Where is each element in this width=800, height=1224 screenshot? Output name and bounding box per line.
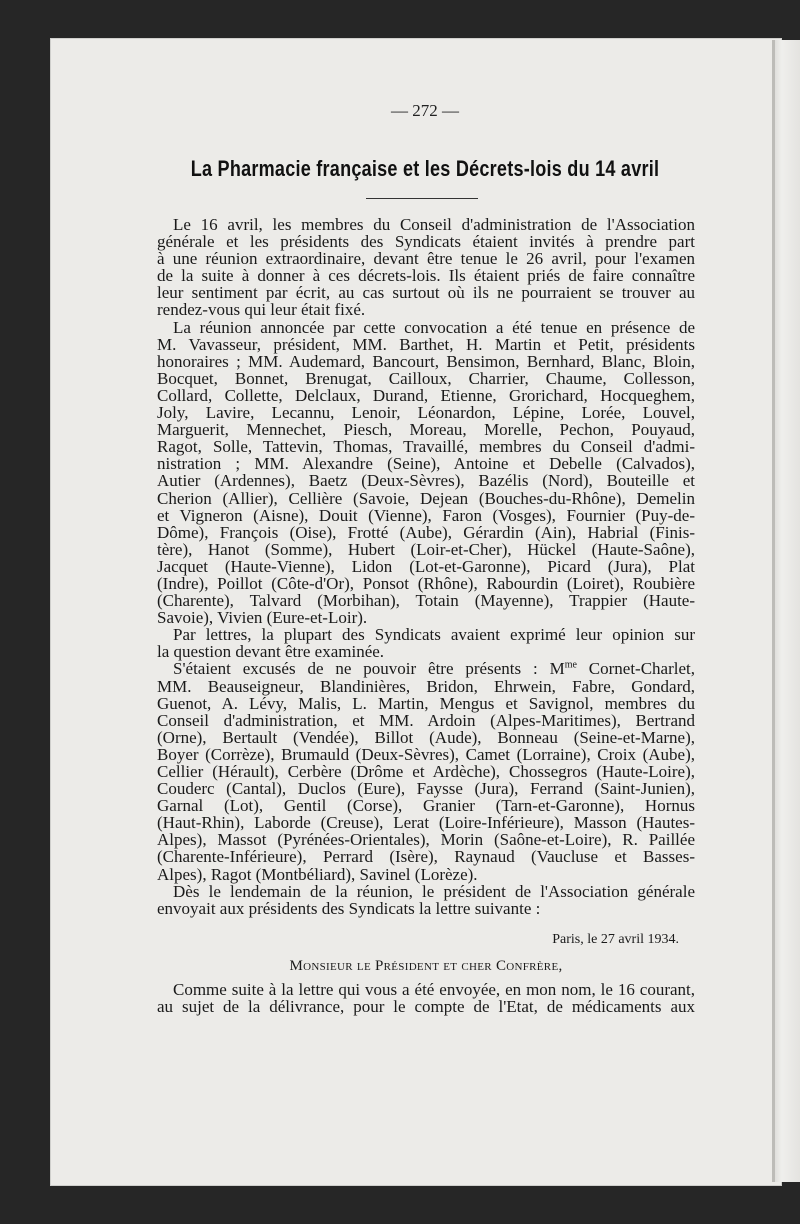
page-number: — 272 —	[391, 101, 459, 120]
text-line: MM. Beauseigneur, Blandinières, Bridon, Ehrwein, Fabre, Gondard,	[157, 676, 695, 696]
text-line: Alpes), Ragot (Montbéliard), Savinel (Lorèze).	[157, 864, 478, 884]
paragraph	[157, 660, 695, 882]
text-line: Le 16 avril, les membres du Conseil d'administration de l'Association	[173, 215, 695, 234]
text-line: Alpes), Massot (Pyrénées-Orientales), Morin (Saône-et-Loire), R. Paillée	[157, 830, 695, 850]
text-line: Dôme), François (Oise), Frotté (Aube), Gérardin (Ain), Habrial (Finis-	[157, 522, 695, 542]
text-line: de la suite à donner à ces décrets-lois. Ils étaient priés de faire connaître	[157, 266, 695, 286]
text-line: Comme suite à la lettre qui vous a été envoyée, en mon nom, le 16 courant,	[173, 980, 695, 1000]
paragraph	[157, 216, 695, 319]
text-line: à une réunion extraordinaire, devant être tenue le 26 avril, pour l'examen	[157, 249, 695, 269]
paragraph	[157, 883, 695, 917]
text-line: Autier (Ardennes), Baetz (Deux-Sèvres), Bazélis (Nord), Bouteille et	[157, 471, 695, 491]
paragraph	[157, 319, 695, 627]
text-line: Guenot, A. Lévy, Malis, L. Martin, Mengus et Savignol, membres du	[157, 693, 695, 713]
text-line: Jacquet (Haute-Vienne), Lidon (Lot-et-Garonne), Picard (Jura), Plat	[157, 556, 695, 576]
text-line: Marguerit, Mennechet, Piesch, Moreau, Morelle, Pechon, Pouyaud,	[157, 420, 695, 440]
page-edge	[772, 40, 800, 1182]
letter-dateline: Paris, le 27 avril 1934.	[552, 931, 679, 947]
paragraph	[157, 626, 695, 660]
text-line: Collard, Collette, Delclaux, Durand, Etienne, Grorichard, Hocqueghem,	[157, 385, 695, 405]
article-body	[157, 216, 695, 1015]
text-line: envoyait aux présidents des Syndicats la lettre suivante :	[157, 898, 541, 918]
title-rule	[366, 198, 478, 199]
text-line: honoraires ; MM. Audemard, Bancourt, Bensimon, Bernhard, Blanc, Bloin,	[157, 351, 695, 371]
text-line: (Haut-Rhin), Laborde (Creuse), Lerat (Loire-Inférieure), Masson (Hautes-	[157, 813, 695, 833]
text-line: Couderc (Cantal), Duclos (Eure), Faysse (Jura), Ferrand (Saint-Junien),	[157, 779, 695, 799]
text-line: S'étaient excusés de ne pouvoir être présents : $M^{me}$ Cornet-Charlet,	[173, 659, 695, 679]
text-line: Joly, Lavire, Lecannu, Lenoir, Léonardon, Lépine, Lorée, Louvel,	[157, 403, 695, 423]
text-line: Cellier (Hérault), Cerbère (Drôme et Ardèche), Chossegros (Haute-Loire),	[157, 762, 695, 781]
text-line: Boyer (Corrèze), Brumauld (Deux-Sèvres), Camet (Lorraine), Croix (Aube),	[157, 744, 695, 764]
text-line: la question devant être examinée.	[157, 642, 385, 662]
text-line: Ragot, Solle, Tattevin, Thomas, Travaillé, membres du Conseil d'admi-	[157, 437, 695, 457]
text-line: et Vigneron (Aisne), Douit (Vienne), Faron (Vosges), Fournier (Puy-de-	[157, 505, 695, 525]
text-line: au sujet de la délivrance, pour le compte de l'Etat, de médicaments aux	[157, 997, 695, 1017]
page-edge-shadow	[772, 40, 775, 1182]
text-line: M. Vavasseur, président, MM. Barthet, H. Martin et Petit, présidents	[157, 334, 695, 354]
letter-salutation: Monsieur le Président et cher Confrère,	[289, 957, 563, 974]
superscript: me	[564, 659, 577, 671]
text-line: (Charente-Inférieure), Perrard (Isère), Raynaud (Vaucluse et Basses-	[157, 847, 695, 867]
text-line: Conseil d'administration, et MM. Ardoin (Alpes-Maritimes), Bertrand	[157, 710, 695, 730]
text-line: générale et les présidents des Syndicats étaient invités à prendre part	[157, 232, 695, 252]
text-line: Dès le lendemain de la réunion, le président de l'Association générale	[173, 881, 695, 901]
text-line: Par lettres, la plupart des Syndicats avaient exprimé leur opinion sur	[173, 625, 695, 645]
text-line: (Orne), Bertault (Vendée), Billot (Aude), Bonneau (Seine-et-Marne),	[157, 727, 695, 747]
text-line: Cherion (Allier), Cellière (Savoie, Dejean (Bouches-du-Rhône), Demelin	[157, 488, 695, 508]
article-title: La Pharmacie française et les Décrets-lois du 14 avril	[190, 156, 660, 181]
text-line: leur sentiment par écrit, au cas surtout où ils ne pourraient se trouver au	[157, 283, 695, 303]
text-line: (Indre), Poillot (Côte-d'Or), Ponsot (Rhône), Rabourdin (Loiret), Roubière	[157, 573, 695, 593]
text-line: Garnal (Lot), Gentil (Corse), Granier (Tarn-et-Garonne), Hornus	[157, 796, 695, 816]
text-line: La réunion annoncée par cette convocation a été tenue en présence de	[173, 317, 695, 337]
paragraphs	[157, 216, 695, 917]
text-line: tère), Hanot (Somme), Hubert (Loir-et-Cher), Hückel (Haute-Saône),	[157, 539, 695, 559]
text-line: (Charente), Talvard (Morbihan), Totain (Mayenne), Trappier (Haute-	[157, 591, 695, 611]
text-line: Bocquet, Bonnet, Brenugat, Cailloux, Charrier, Chaume, Collesson,	[157, 368, 695, 388]
text-line: nistration ; MM. Alexandre (Seine), Antoine et Debelle (Calvados),	[157, 454, 695, 474]
letter-body	[157, 981, 695, 1015]
text-line: Savoie), Vivien (Eure-et-Loir).	[157, 608, 368, 628]
text-line: rendez-vous qui leur était fixé.	[157, 300, 366, 320]
